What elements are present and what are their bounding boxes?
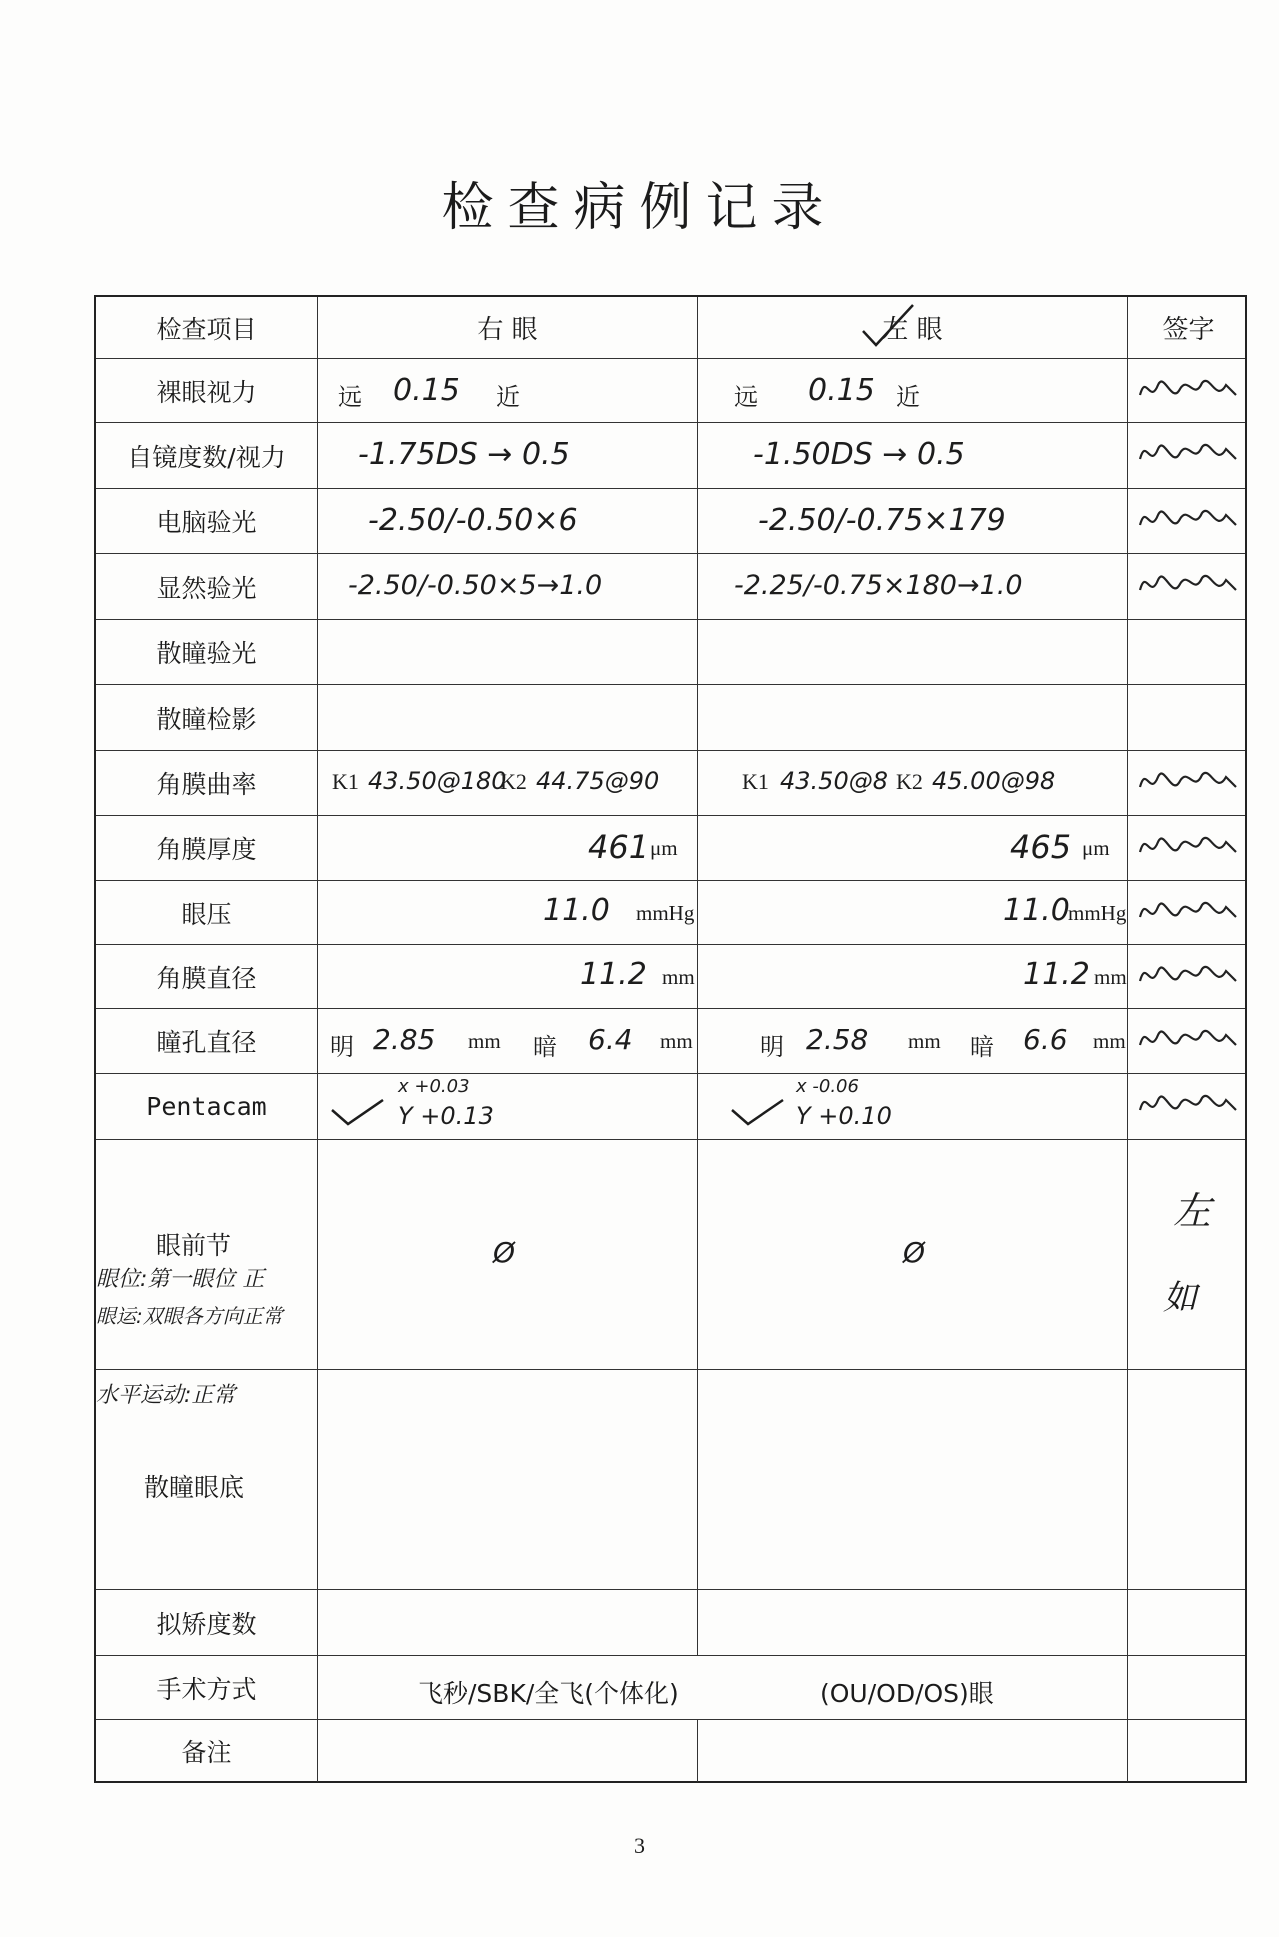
right-naked-value: 0.15 xyxy=(393,373,460,408)
row-label: 自镜度数/视力 xyxy=(96,423,318,488)
left-eye-cell xyxy=(698,945,1128,1008)
unit-label: mm xyxy=(908,1029,941,1053)
signature-cell xyxy=(1128,751,1249,815)
left-eye-cell xyxy=(698,685,1128,750)
row-label: 备注 xyxy=(96,1720,318,1782)
row-label: 眼压 xyxy=(96,881,318,944)
row-computer-refraction xyxy=(96,489,1245,554)
bright-label: 明 xyxy=(330,1035,354,1061)
unit-label: μm xyxy=(1082,836,1110,860)
signature-scribble xyxy=(1136,495,1241,545)
left-eye-cell xyxy=(698,359,1128,422)
right-eye-cell xyxy=(318,1370,698,1589)
sign-note: 左 xyxy=(1173,1189,1212,1233)
signature-scribble xyxy=(1136,822,1241,872)
row-remarks xyxy=(96,1720,1245,1782)
row-dilated-retinoscopy xyxy=(96,685,1245,751)
left-eye-cell xyxy=(698,620,1128,684)
far-label: 远 xyxy=(338,385,362,411)
right-manifest-value: -2.50/-0.50×5→1.0 xyxy=(348,570,603,601)
signature-cell xyxy=(1128,1720,1249,1782)
row-fundus xyxy=(96,1370,1245,1590)
right-pentacam-x: x +0.03 xyxy=(398,1076,470,1097)
right-anterior-mark: Ø xyxy=(493,1236,516,1269)
right-thickness-value: 461 xyxy=(588,828,650,866)
checkmark-icon xyxy=(328,1092,388,1132)
left-thickness-value: 465 xyxy=(1010,828,1072,866)
row-label: 角膜厚度 xyxy=(96,816,318,880)
signature-scribble xyxy=(1136,560,1241,610)
right-glasses-value: -1.75DS → 0.5 xyxy=(358,437,570,472)
left-eye-cell xyxy=(698,881,1128,944)
signature-cell xyxy=(1128,816,1249,880)
surgery-eyes: (OU/OD/OS)眼 xyxy=(820,1679,994,1708)
signature-cell xyxy=(1128,1009,1249,1073)
unit-label: mm xyxy=(660,1029,693,1053)
signature-cell xyxy=(1128,685,1249,750)
right-eye-cell xyxy=(318,816,698,880)
header-left-eye-label: 左 眼 xyxy=(882,315,943,345)
dark-label: 暗 xyxy=(970,1035,994,1061)
left-eye-cell xyxy=(698,489,1128,553)
header-left-eye xyxy=(698,297,1128,358)
left-pentacam-y: Y +0.10 xyxy=(796,1102,892,1130)
far-label: 远 xyxy=(734,385,758,411)
page-title: 检查病例记录 xyxy=(441,178,838,238)
right-eye-cell xyxy=(318,751,698,815)
unit-label: mm xyxy=(468,1029,501,1053)
near-label: 近 xyxy=(496,385,520,411)
signature-scribble xyxy=(1136,757,1241,807)
unit-label: mmHg xyxy=(1068,901,1127,925)
row-manifest-refraction xyxy=(96,554,1245,620)
sign-note: 如 xyxy=(1163,1278,1197,1318)
left-computer-value: -2.50/-0.75×179 xyxy=(758,503,1006,538)
unit-label: μm xyxy=(650,836,678,860)
signature-scribble xyxy=(1136,887,1241,937)
row-anterior-segment xyxy=(96,1140,1245,1370)
row-pentacam xyxy=(96,1074,1245,1140)
checkmark-icon xyxy=(728,1092,788,1132)
row-label: 角膜直径 xyxy=(96,945,318,1008)
unit-label: mm xyxy=(662,965,695,989)
right-eye-cell xyxy=(318,620,698,684)
dark-label: 暗 xyxy=(533,1035,557,1061)
left-dark-value: 6.6 xyxy=(1023,1023,1068,1056)
signature-scribble xyxy=(1136,951,1241,1001)
signature-cell xyxy=(1128,881,1249,944)
left-k2-value: 45.00@98 xyxy=(932,767,1056,795)
right-k1-value: 43.50@180 xyxy=(368,767,507,795)
left-iop-value: 11.0 xyxy=(1003,893,1070,928)
row-label: Pentacam xyxy=(96,1074,318,1139)
k1-label: K1 xyxy=(332,769,359,794)
right-bright-value: 2.85 xyxy=(373,1023,436,1056)
left-eye-cell xyxy=(698,554,1128,619)
left-eye-cell xyxy=(698,1370,1128,1589)
row-label: 散瞳验光 xyxy=(96,620,318,684)
right-eye-cell xyxy=(318,554,698,619)
left-eye-cell xyxy=(698,1009,1128,1073)
exam-record-table xyxy=(94,295,1247,1783)
header-sign: 签字 xyxy=(1162,315,1215,345)
left-glasses-value: -1.50DS → 0.5 xyxy=(753,437,965,472)
signature-cell xyxy=(1128,359,1249,422)
row-own-glasses xyxy=(96,423,1245,489)
table-header-row xyxy=(96,297,1245,359)
right-dark-value: 6.4 xyxy=(588,1023,633,1056)
right-eye-cell xyxy=(318,359,698,422)
signature-cell xyxy=(1128,554,1249,619)
header-right-eye: 右 眼 xyxy=(318,297,698,358)
right-computer-value: -2.50/-0.50×6 xyxy=(368,503,578,538)
near-label: 近 xyxy=(896,385,920,411)
right-eye-cell xyxy=(318,685,698,750)
right-eye-cell xyxy=(318,1074,698,1139)
signature-scribble xyxy=(1136,365,1241,415)
row-surgery xyxy=(96,1656,1245,1720)
left-eye-cell xyxy=(698,1074,1128,1139)
left-eye-cell xyxy=(698,423,1128,488)
unit-label: mm xyxy=(1093,1029,1126,1053)
surgery-methods: 飞秒/SBK/全飞(个体化) xyxy=(418,1679,679,1708)
left-pentacam-x: x -0.06 xyxy=(796,1076,859,1097)
margin-note: 眼运:双眼各方向正常 xyxy=(96,1304,283,1328)
right-eye-cell xyxy=(318,1720,698,1782)
right-diameter-value: 11.2 xyxy=(580,957,647,992)
signature-cell xyxy=(1128,1656,1249,1719)
header-item: 检查项目 xyxy=(96,297,318,358)
right-eye-cell xyxy=(318,1009,698,1073)
right-eye-cell xyxy=(318,489,698,553)
right-eye-cell xyxy=(318,423,698,488)
left-bright-value: 2.58 xyxy=(806,1023,869,1056)
signature-cell xyxy=(1128,1370,1249,1589)
left-naked-value: 0.15 xyxy=(808,373,875,408)
signature-scribble xyxy=(1136,1080,1241,1130)
right-eye-cell xyxy=(318,1590,698,1655)
left-diameter-value: 11.2 xyxy=(1023,957,1090,992)
left-eye-cell xyxy=(698,816,1128,880)
left-eye-cell xyxy=(698,1720,1128,1782)
right-pentacam-y: Y +0.13 xyxy=(398,1102,494,1130)
row-label: 瞳孔直径 xyxy=(96,1009,318,1073)
signature-cell xyxy=(1128,1074,1249,1139)
left-eye-cell xyxy=(698,1590,1128,1655)
right-eye-cell xyxy=(318,881,698,944)
signature-scribble xyxy=(1136,429,1241,479)
row-label: 裸眼视力 xyxy=(96,359,318,422)
left-eye-cell xyxy=(698,751,1128,815)
row-label: 散瞳眼底 xyxy=(144,1473,245,1502)
row-keratometry xyxy=(96,751,1245,816)
right-eye-cell xyxy=(318,945,698,1008)
row-label: 电脑验光 xyxy=(96,489,318,553)
page-number: 3 xyxy=(634,1833,645,1858)
row-label: 显然验光 xyxy=(96,554,318,619)
right-k2-value: 44.75@90 xyxy=(536,767,660,795)
row-naked-vision xyxy=(96,359,1245,423)
label-cell xyxy=(96,1140,318,1369)
signature-cell xyxy=(1128,945,1249,1008)
signature-cell xyxy=(1128,620,1249,684)
left-k1-value: 43.50@8 xyxy=(780,767,888,795)
right-eye-cell xyxy=(318,1140,698,1369)
unit-label: mmHg xyxy=(636,901,695,925)
surgery-cell xyxy=(318,1656,1128,1719)
label-cell xyxy=(96,1370,318,1589)
row-iop xyxy=(96,881,1245,945)
left-anterior-mark: Ø xyxy=(903,1236,926,1269)
unit-label: mm xyxy=(1094,965,1127,989)
signature-cell xyxy=(1128,1140,1249,1369)
k2-label: K2 xyxy=(500,769,527,794)
signature-cell xyxy=(1128,1590,1249,1655)
row-dilated-refraction xyxy=(96,620,1245,685)
row-label: 拟矫度数 xyxy=(96,1590,318,1655)
k2-label: K2 xyxy=(896,769,923,794)
row-pupil-diameter xyxy=(96,1009,1245,1074)
row-corneal-thickness xyxy=(96,816,1245,881)
checkmark-icon xyxy=(858,301,918,351)
row-corneal-diameter xyxy=(96,945,1245,1009)
right-iop-value: 11.0 xyxy=(543,893,610,928)
left-eye-cell xyxy=(698,1140,1128,1369)
row-label: 手术方式 xyxy=(96,1656,318,1719)
k1-label: K1 xyxy=(742,769,769,794)
signature-cell xyxy=(1128,423,1249,488)
row-label: 角膜曲率 xyxy=(96,751,318,815)
signature-scribble xyxy=(1136,1015,1241,1065)
left-manifest-value: -2.25/-0.75×180→1.0 xyxy=(734,570,1023,601)
row-label: 眼前节 xyxy=(156,1231,232,1260)
margin-note: 水平运动:正常 xyxy=(96,1383,236,1408)
row-label: 散瞳检影 xyxy=(96,685,318,750)
signature-cell xyxy=(1128,489,1249,553)
margin-note: 眼位:第一眼位 正 xyxy=(96,1267,265,1292)
bright-label: 明 xyxy=(760,1035,784,1061)
row-planned-correction xyxy=(96,1590,1245,1656)
